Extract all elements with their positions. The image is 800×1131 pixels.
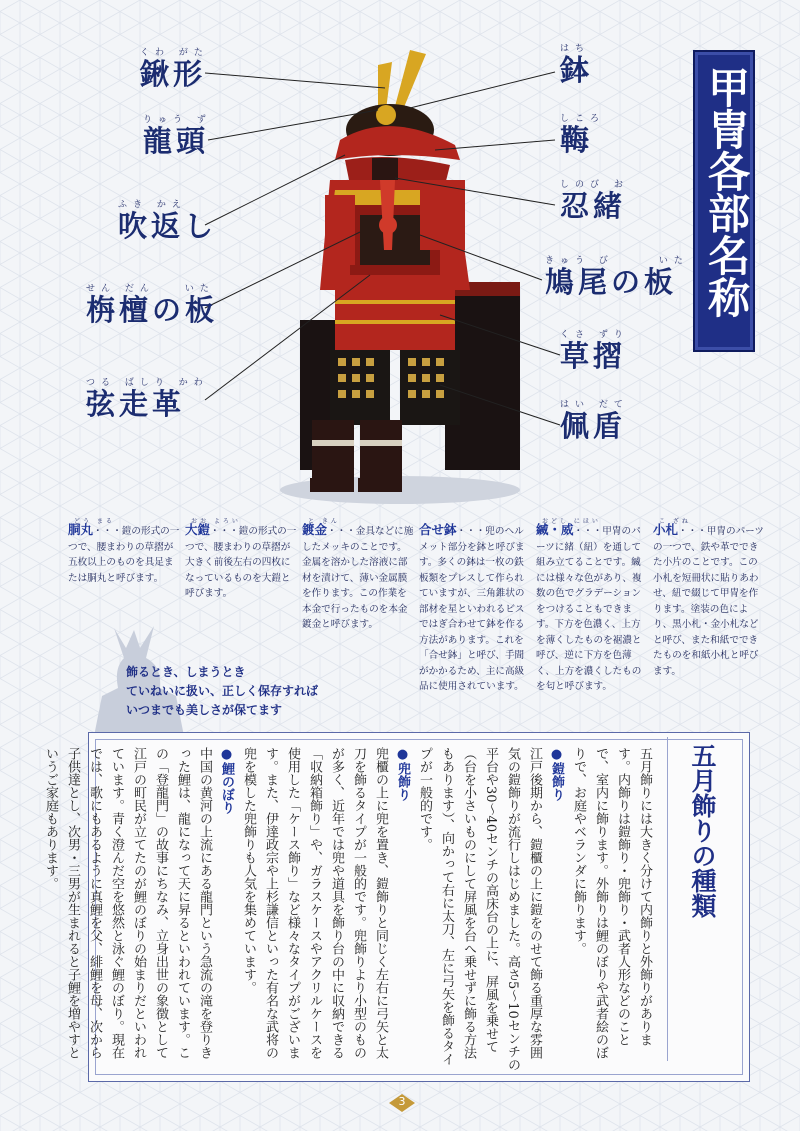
glossary-ruby: こ ざね bbox=[659, 518, 691, 525]
page-number-text: 3 bbox=[398, 1095, 406, 1108]
glossary-ruby: おどし にほい bbox=[542, 518, 601, 525]
part-name: 栴檀の板 bbox=[86, 293, 219, 327]
part-label-shikoro bbox=[560, 114, 605, 156]
part-label-kyubi bbox=[545, 256, 689, 298]
part-ruby: ふき かえ bbox=[118, 200, 187, 210]
part-label-ryuzu bbox=[143, 115, 212, 157]
glossary-ruby: おお よろい bbox=[191, 518, 241, 525]
part-label-fukikaeshi bbox=[118, 200, 217, 242]
glossary-item-kozane bbox=[653, 518, 765, 679]
part-label-sendan bbox=[86, 284, 218, 326]
glossary-item-awasebachi bbox=[419, 522, 531, 695]
subsection-body-koinobori: 中国の黄河の上流にある龍門という急流の滝を登りきった鯉は、龍になって天に昇るといわれています。この「登龍門」の故事にちなみ、立身出世の象徴として江戸の町民が立てたのが鯉のぼりの始まりだといわれています。青く澄んだ空を悠然と泳ぐ鯉のぼり。現在では、歌にもあるように真鯉を父、緋鯉を母、次から子供達とし、次男・三男が生まれると子鯉を増やすというご家庭もあります。 bbox=[43, 747, 212, 1059]
part-name: 佩盾 bbox=[560, 409, 627, 443]
part-ruby: りゅう ず bbox=[143, 115, 212, 125]
glossary-term: 縅・威 bbox=[536, 522, 574, 537]
section-title: 五月飾りの種類 bbox=[688, 743, 717, 918]
part-ruby: くわ がた bbox=[140, 48, 209, 58]
glossary-term: 小札 bbox=[653, 522, 679, 537]
glossary-item-oyoroi bbox=[185, 518, 297, 602]
part-name: 龍頭 bbox=[143, 124, 210, 158]
part-ruby: せん だん いた bbox=[86, 284, 215, 294]
glossary-ruby: どう まる bbox=[74, 518, 115, 525]
part-name: 鍬形 bbox=[140, 57, 207, 91]
part-name: 𩊱 bbox=[560, 123, 594, 157]
subsection-title-koinobori: ●鯉のぼり bbox=[219, 747, 234, 814]
title-banner bbox=[693, 50, 755, 352]
glossary-ruby: と きん bbox=[308, 518, 340, 525]
part-ruby: しのび お bbox=[560, 180, 629, 190]
part-ruby: つる ばしり かわ bbox=[86, 378, 209, 388]
glossary-term: 胴丸 bbox=[68, 522, 94, 537]
part-name: 草摺 bbox=[560, 339, 627, 373]
part-ruby: しころ bbox=[560, 114, 606, 124]
part-name: 弦走革 bbox=[86, 387, 186, 421]
tagline-line: ていねいに扱い、正しく保存すれば bbox=[126, 684, 319, 698]
part-name: 鳩尾の板 bbox=[545, 265, 678, 299]
glossary-desc: ・・・鎧の形式の一つで、腰まわりの草摺が五枚以上のものを具足または胴丸と呼びます。 bbox=[68, 526, 180, 584]
glossary-desc: ・・・金具などに施したメッキのことです。金属を溶かした溶液に部材を漬けて、薄い金属膜を作ります。この作業を本金で行ったものを本金鍍金と呼びます。 bbox=[302, 526, 414, 630]
care-tagline bbox=[126, 663, 318, 720]
part-ruby: はい だて bbox=[560, 400, 629, 410]
part-label-tsurubashiri bbox=[86, 378, 209, 420]
section-intro: 五月飾りには大きく分けて内飾りと外飾りがあります。内飾りは鎧飾り・兜飾り・武者人形などのことで、室内に飾ります。外飾りは鯉のぼりや武者絵のぼりで、お庭やベランダに飾ります。 bbox=[571, 747, 652, 1059]
part-ruby: きゅう び いた bbox=[545, 256, 689, 266]
page-number bbox=[388, 1093, 416, 1113]
glossary-term: 大鎧 bbox=[185, 522, 211, 537]
glossary-item-tokin bbox=[302, 518, 414, 633]
part-label-haidate bbox=[560, 400, 629, 442]
subsection-body-kabuto: 兜櫃の上に兜を置き、鎧飾りと同じく左右に弓矢と太刀を飾るタイプが一般的です。兜飾りより小型のものが多く、近年では兜や道具を飾り台の中に収納できる「収納箱飾り」や、ガラスケースやアクリルケースを使用した「ケース飾り」など様々なタイプがございます。また、伊達政宗や上杉謙信といった有名な武将の兜を模した兜飾りも人気を集めています。 bbox=[241, 747, 388, 1059]
tagline-line: いつまでも美しさが保てます bbox=[126, 703, 283, 717]
glossary-desc: ・・・甲冑のパーツに緒（紐）を通して組み立てることです。縅には様々な色があり、複数の色でグラデーションをつけることもできます。下方を色濃く、上方を薄くしたものを裾濃と呼び、逆に下方を色薄く、上方を濃くしたものを匂と呼びます。 bbox=[536, 526, 642, 692]
part-name: 吹返し bbox=[118, 209, 218, 243]
part-label-shinobinoo bbox=[560, 180, 629, 222]
subsection-title-yoroi: ●鎧飾り bbox=[549, 747, 564, 801]
part-name: 鉢 bbox=[560, 53, 594, 87]
glossary-desc: ・・・兜のヘルメット部分を鉢と呼びます。多くの鉢は一枚の鉄板類をプレスして作られていますが、三角錐状の部材を星といわれるビスではぎ合わせて鉢を作る方法があります。これを「合せ鉢」と呼び、手間がかかるため、主に高級品に使用されています。 bbox=[419, 526, 525, 692]
glossary-item-odoshi bbox=[536, 518, 648, 695]
part-label-hachi bbox=[560, 44, 593, 86]
glossary-term: 合せ鉢 bbox=[419, 522, 457, 537]
part-name: 忍緒 bbox=[560, 189, 627, 223]
part-ruby: くさ ずり bbox=[560, 330, 629, 340]
glossary-desc: ・・・甲冑のパーツの一つで、鉄や革でできた小片のことです。この小札を短冊状に貼りあわせ、紐で綴じて甲冑を作ります。塗装の色により、黒小札・金小札などと呼び、また和紙でできたものを和紙小札と呼びます。 bbox=[653, 526, 764, 677]
panel-body-text bbox=[43, 747, 655, 1071]
glossary-desc: ・・・鎧の形式の一つで、腰まわりの草摺が大きく前後左右の四枚になっているものを大鎧と呼びます。 bbox=[185, 526, 297, 599]
page-title: 甲冑各部名称 bbox=[702, 66, 751, 318]
part-label-kusazuri bbox=[560, 330, 629, 372]
panel-title-box bbox=[667, 737, 740, 1061]
part-ruby: はち bbox=[560, 44, 591, 54]
may-decorations-panel bbox=[43, 732, 750, 1082]
subsection-body-yoroi: 江戸後期から、鎧櫃の上に鎧をのせて飾る重厚な雰囲気の鎧飾りが流行しはじめました。高さ5〜10センチの平台や30〜40センチの高床台の上に、屏風を乗せて（台を小さいものにして屏風を台へ乗せずに飾る方法もあります）、向かって右に太刀、左に弓矢を飾るタイプが一般的です。 bbox=[417, 747, 542, 1071]
tagline-line: 飾るとき、しまうとき bbox=[126, 665, 246, 679]
subsection-title-kabuto: ●兜飾り bbox=[395, 747, 410, 801]
glossary-item-domaru bbox=[68, 518, 180, 586]
part-label-kuwagata bbox=[140, 48, 209, 90]
glossary-term: 鍍金 bbox=[302, 522, 328, 537]
